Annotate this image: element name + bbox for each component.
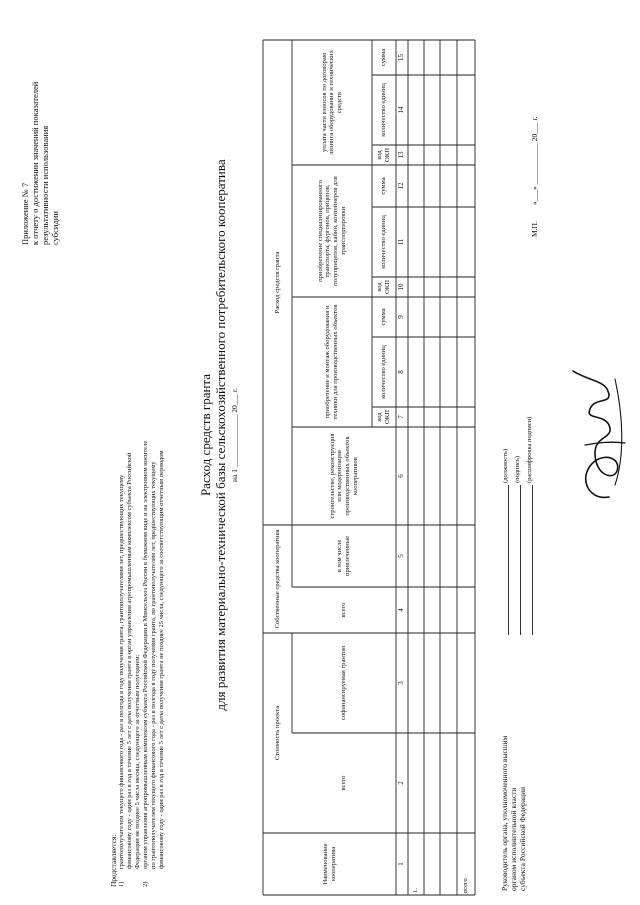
sub-header-qty-2: количество единиц — [380, 215, 388, 269]
col-number-9: 9 — [397, 315, 406, 319]
group-header-own-funds: Собственные средства кооператива — [273, 529, 281, 629]
signature-caption: (подпись) — [514, 456, 521, 483]
col-number-15: 15 — [397, 54, 406, 61]
col-number-10: 10 — [397, 283, 406, 291]
intro-item-1-line-1: грантополучателем текущего финансового года - раз в полгода в году получения гранта, грантополучателями лет, предшествующих текущему — [118, 474, 125, 869]
appendix-line-4: субсидии — [50, 211, 60, 245]
col-number-5: 5 — [397, 554, 406, 558]
position-caption: (должность) — [502, 448, 509, 483]
intro-item-2-line-1: органом управления агропромышленным комплексом субъекта Российской Федерации в Минсельхоз России в бумажном виде и на электронном носителе — [142, 440, 149, 869]
col-header-name: Наименование кооператива — [321, 843, 337, 885]
col-number-8: 8 — [397, 370, 406, 374]
intro-presented: Представляется: — [109, 834, 118, 887]
col-number-7: 7 — [397, 415, 406, 419]
signatory-line-3: субъекта Российской Федерации — [518, 786, 527, 891]
sub-header-okp-1: код ОКП — [376, 410, 391, 424]
sub-header-qty-3: количество единиц — [380, 83, 388, 137]
table-row-total-label: всего — [462, 878, 470, 893]
signatory-line-1: Руководитель органа, уполномоченного высшим — [500, 735, 509, 891]
appendix-line-2: к отчету о достижении значений показателей — [30, 81, 40, 245]
col-header-own-attracted: в том числе привлеченные — [336, 535, 351, 577]
sub-header-sum-2: сумма — [380, 177, 388, 195]
intro-item-2-line-2: по грантополучателям текущего финансового года - раз в полгода в году получения гранта, по грантополучателям лет, предшествующих текущему — [150, 461, 157, 869]
col-number-1: 1 — [397, 862, 406, 866]
sub-header-okp-3: код ОКП — [376, 148, 391, 162]
decode-caption: (расшифровка подписи) — [526, 416, 533, 483]
col-header-transport: приобретение специализированного транспорта, фургонов, прицепов, полуприцепов, кабин, контейнеров для транспортировки — [316, 176, 347, 286]
handwritten-signature — [565, 365, 635, 505]
appendix-line-3: результативности использования — [40, 125, 50, 245]
signatory-line-2: органом исполнительной власти — [509, 787, 518, 891]
sub-header-okp-2: код ОКП — [376, 280, 391, 294]
title-line-1: Расход средств гранта — [198, 373, 213, 497]
col-number-12: 12 — [397, 182, 406, 190]
sub-header-qty-1: количество единиц — [380, 345, 388, 399]
col-header-equipment: приобретение и монтаж оборудования и техники для производственных объектов — [324, 304, 339, 420]
group-header-grant-expense: Расход средств гранта — [273, 251, 281, 314]
signatory-title — [500, 641, 527, 891]
col-number-4: 4 — [397, 608, 406, 612]
intro-item-2-number: 2) — [142, 881, 149, 887]
col-number-3: 3 — [397, 681, 406, 685]
col-header-own-total: всего — [340, 602, 348, 618]
position-line — [508, 485, 509, 635]
col-header-cost-total: всего — [340, 775, 348, 791]
col-number-6: 6 — [397, 474, 406, 478]
col-number-2: 2 — [397, 781, 406, 785]
col-header-construction: строительство, реконструкция или модернизация производственных объектов кооперативов — [328, 433, 359, 519]
table-row-1-label: 1. — [412, 888, 420, 893]
intro-item-1-line-3: Федерации не позднее 5 числа месяца, следующего за отчетным полугодием; — [134, 654, 141, 869]
decode-line — [532, 485, 533, 635]
group-header-project-cost: Стоимость проекта — [273, 705, 281, 761]
col-number-14: 14 — [397, 106, 406, 114]
stamp-label: М.П. — [530, 221, 539, 237]
col-number-13: 13 — [397, 151, 406, 159]
appendix-line-1: Приложение № 7 — [20, 182, 30, 245]
intro-item-2-line-3: финансовому году - один раз в год в течение 5 лет с даты получения гранта не позднее 25 числа, следующего за соответствующим отчетным периодом — [158, 450, 165, 869]
signature-line — [520, 485, 521, 635]
intro-item-1-line-2: финансовому году - один раз в год в течение 5 лет с даты получения гранта в орган управления агропромышленным комплексом субъекта Российской — [126, 452, 133, 869]
col-number-11: 11 — [397, 238, 406, 246]
col-header-cost-cofinanced: софинансируемая грантом — [340, 645, 348, 721]
sub-header-sum-3: сумма — [380, 48, 388, 67]
title-date-line: на 1 ______________ 20___ г. — [230, 388, 239, 482]
col-header-leasing: уплата части взносов по договорам лизинга оборудования и технических средств — [320, 50, 343, 155]
signature-date: «___» ___________ 20___ г. — [530, 116, 539, 205]
intro-item-1-number: 1) — [118, 881, 125, 887]
title-line-2: для развития материально-технической базы сельскохозяйственного потребительского кооператива — [213, 159, 228, 711]
sub-header-sum-1: сумма — [380, 308, 388, 326]
